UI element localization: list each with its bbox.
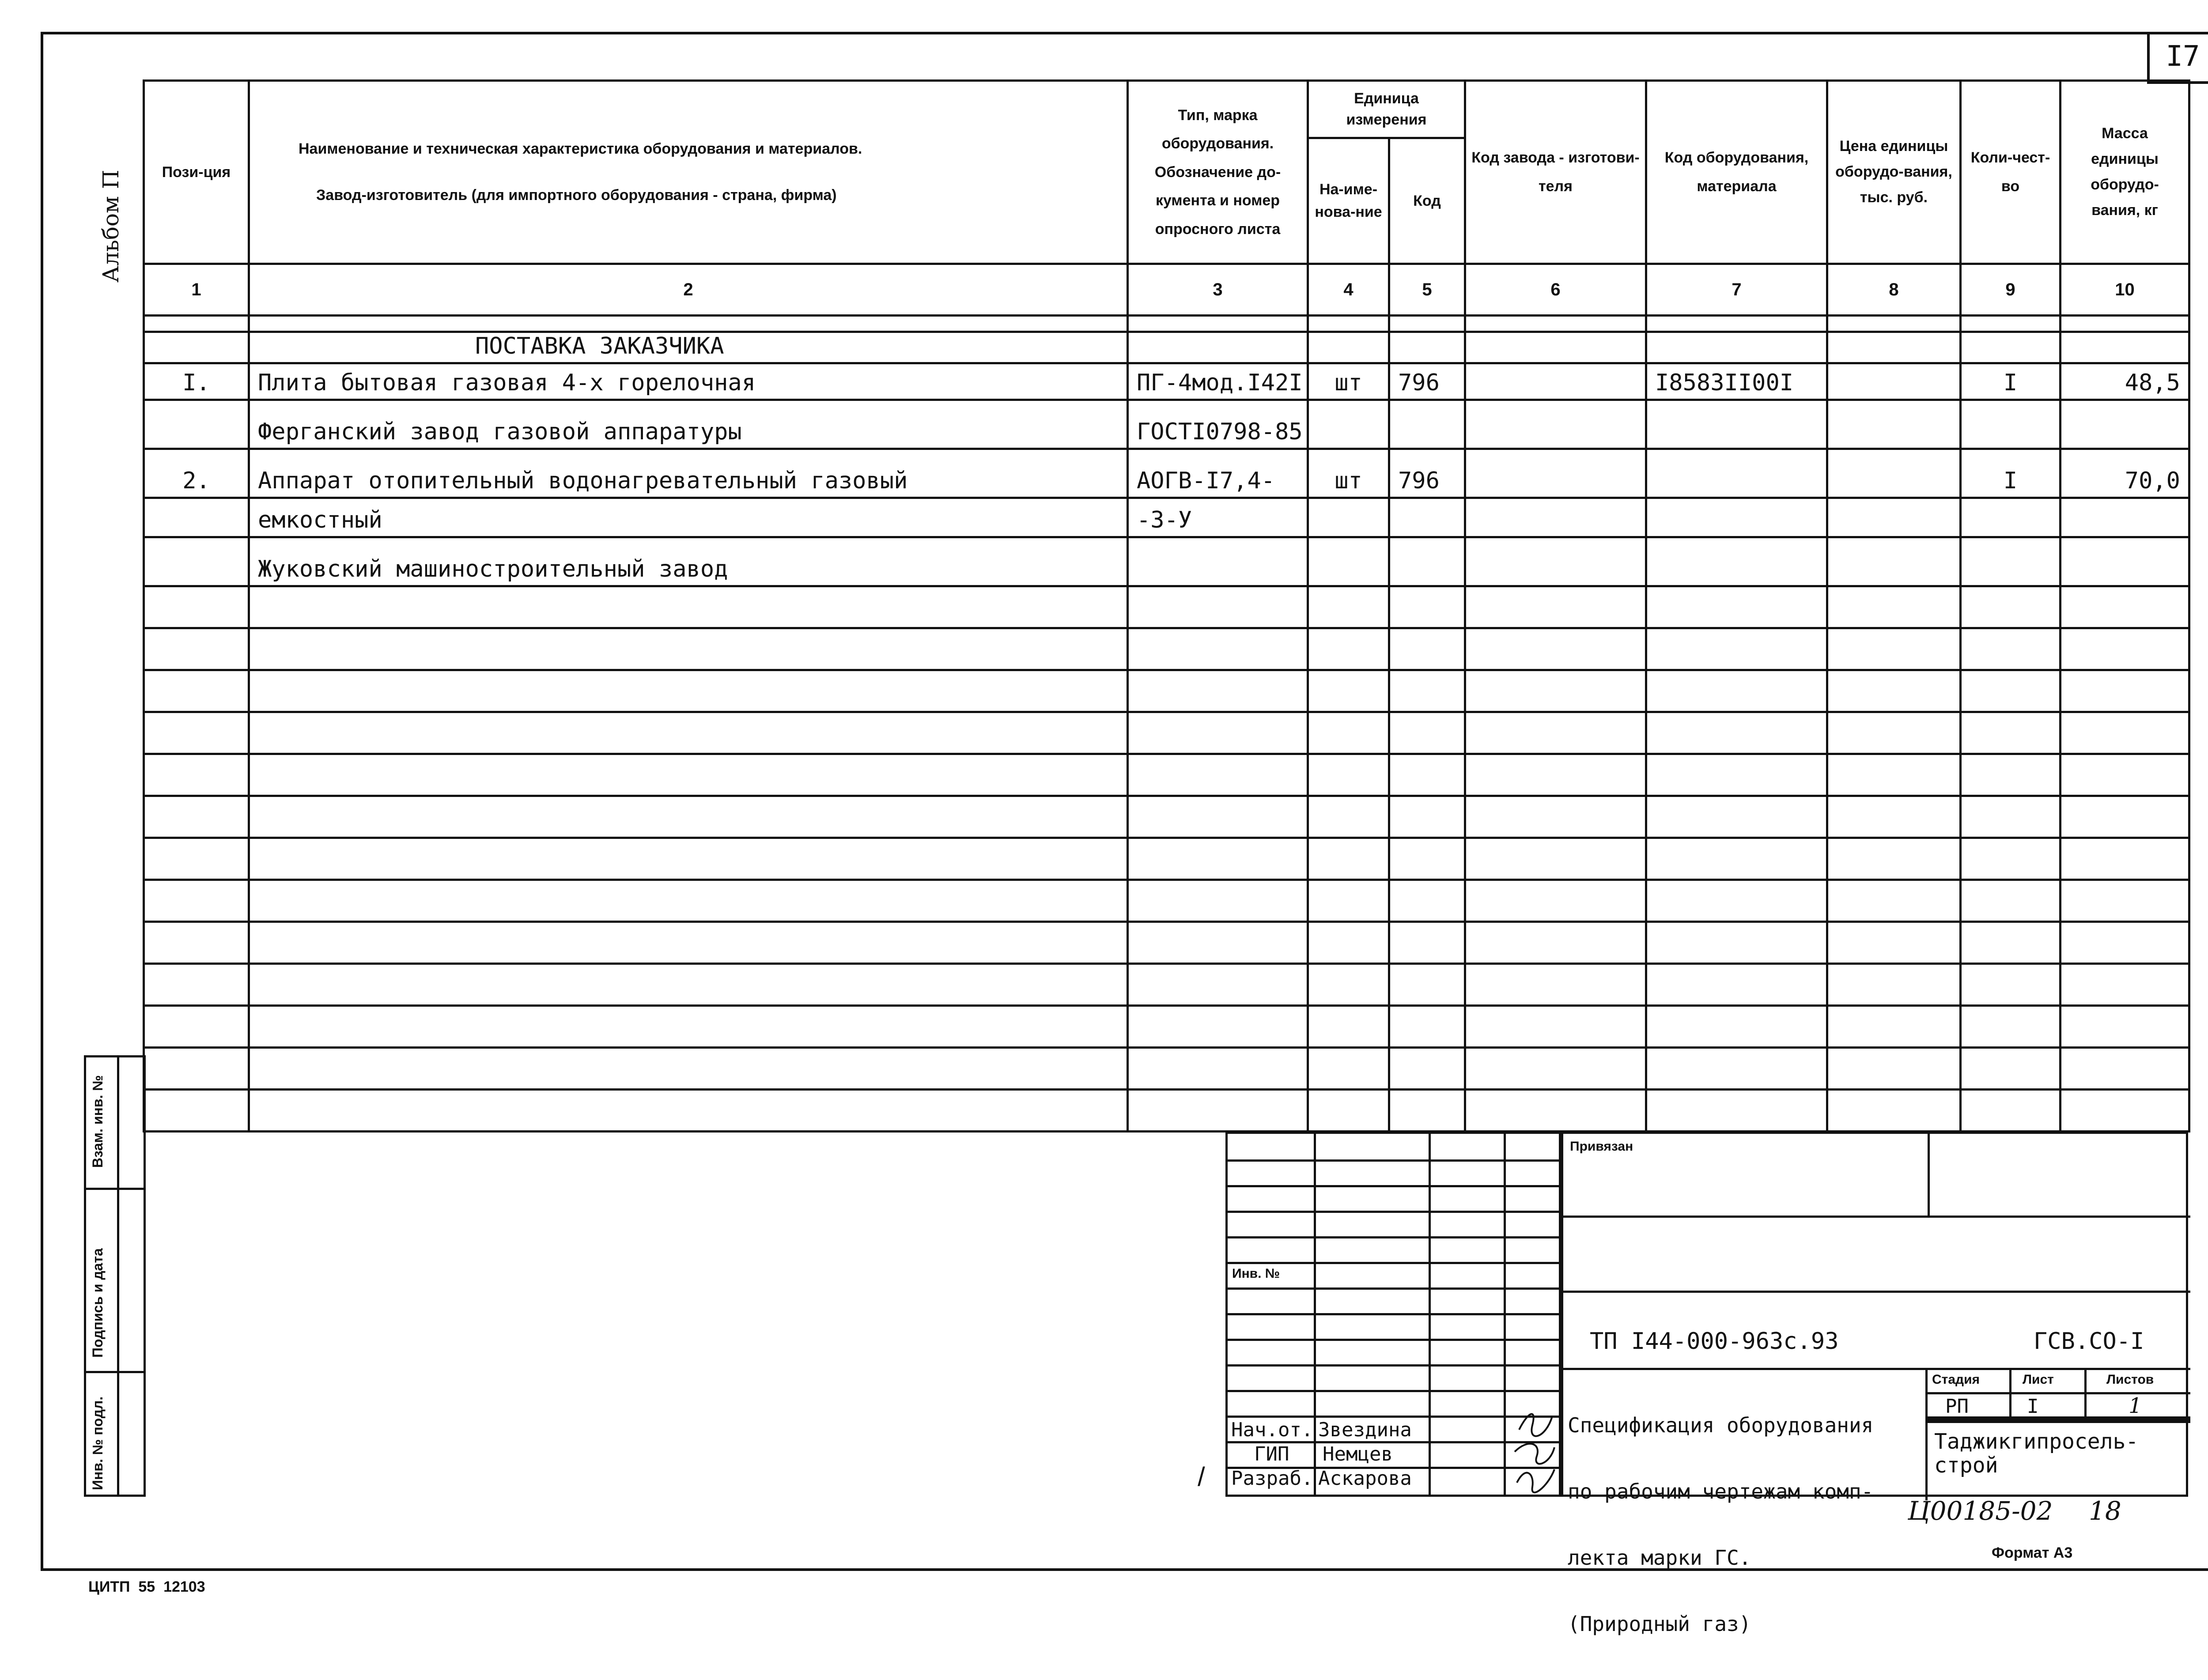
row-unit-code bbox=[1389, 498, 1465, 537]
empty-cell bbox=[249, 880, 1128, 922]
row-pos bbox=[144, 498, 249, 537]
column-number-row bbox=[144, 264, 2189, 316]
row-unit-code: 796 bbox=[1389, 449, 1465, 498]
empty-cell bbox=[1961, 880, 2061, 922]
header-plant-code: Код завода - изготови-теля bbox=[1465, 81, 1646, 264]
col-number: 7 bbox=[1646, 264, 1827, 316]
description-line: Спецификация оборудования bbox=[1568, 1413, 1874, 1437]
description-line: лекта марки ГС. bbox=[1568, 1546, 1751, 1570]
empty-cell bbox=[1389, 922, 1465, 964]
empty-cell bbox=[2061, 670, 2189, 712]
header-mass: Масса единицы оборудо-вания, кг bbox=[2061, 81, 2189, 264]
row-price bbox=[1827, 363, 1961, 400]
row-type: -3-У bbox=[1128, 498, 1308, 537]
sheet-code: ГСВ.СО-I bbox=[2034, 1328, 2144, 1355]
empty-cell bbox=[1465, 1090, 1646, 1132]
empty-cell bbox=[1128, 964, 1308, 1006]
empty-cell bbox=[1827, 880, 1961, 922]
row-unit-code bbox=[1389, 537, 1465, 586]
stamp-podpis: Подпись и дата bbox=[90, 1248, 106, 1358]
row-type: АОГВ-I7,4- bbox=[1128, 449, 1308, 498]
signer-name: Звездина bbox=[1318, 1419, 1412, 1441]
empty-cell bbox=[2061, 628, 2189, 670]
empty-cell bbox=[249, 1006, 1128, 1048]
empty-cell bbox=[1961, 796, 2061, 838]
empty-row bbox=[144, 628, 2189, 670]
empty-cell bbox=[249, 838, 1128, 880]
organization-line: Таджикгипросель- bbox=[1934, 1429, 2139, 1454]
row-unit-name: шт bbox=[1308, 449, 1389, 498]
empty-cell bbox=[1308, 670, 1389, 712]
col-number: 5 bbox=[1389, 264, 1465, 316]
empty-cell bbox=[1389, 880, 1465, 922]
empty-cell bbox=[1646, 796, 1827, 838]
row-name: емкостный bbox=[249, 498, 1128, 537]
col-number: 1 bbox=[144, 264, 249, 316]
row-qty bbox=[1961, 400, 2061, 449]
row-equip-code bbox=[1646, 498, 1827, 537]
row-name: Плита бытовая газовая 4-х горелочная bbox=[249, 363, 1128, 400]
row-price bbox=[1827, 400, 1961, 449]
empty-cell bbox=[1465, 670, 1646, 712]
empty-cell bbox=[1128, 628, 1308, 670]
table-body bbox=[144, 316, 2189, 1132]
row-plant-code bbox=[1465, 498, 1646, 537]
empty-cell bbox=[144, 922, 249, 964]
table-row bbox=[144, 537, 2189, 586]
empty-cell bbox=[1646, 1090, 1827, 1132]
empty-cell bbox=[144, 796, 249, 838]
empty-row bbox=[144, 880, 2189, 922]
col-number: 9 bbox=[1961, 264, 2061, 316]
empty-cell bbox=[1389, 1048, 1465, 1090]
empty-cell bbox=[144, 628, 249, 670]
empty-row bbox=[144, 1048, 2189, 1090]
empty-cell bbox=[1961, 1090, 2061, 1132]
empty-cell bbox=[2061, 796, 2189, 838]
empty-cell bbox=[1646, 754, 1827, 796]
empty-cell bbox=[1961, 754, 2061, 796]
header-price: Цена единицы оборудо-вания, тыс. руб. bbox=[1827, 81, 1961, 264]
table-row bbox=[144, 449, 2189, 498]
empty-cell bbox=[1646, 880, 1827, 922]
empty-row bbox=[144, 712, 2189, 754]
empty-cell bbox=[1646, 964, 1827, 1006]
slash-mark: / bbox=[1198, 1462, 1205, 1491]
empty-cell bbox=[144, 712, 249, 754]
col-number: 10 bbox=[2061, 264, 2189, 316]
sheet-number: I7 bbox=[2166, 40, 2200, 73]
row-mass bbox=[2061, 332, 2189, 363]
signer-name: Немцев bbox=[1323, 1443, 1393, 1465]
signer-name: Аскарова bbox=[1318, 1467, 1412, 1490]
row-name: Аппарат отопительный водонагревательный газовый bbox=[249, 449, 1128, 498]
empty-cell bbox=[1827, 1006, 1961, 1048]
row-unit-code: 796 bbox=[1389, 363, 1465, 400]
header-qty: Коли-чест-во bbox=[1961, 81, 2061, 264]
empty-cell bbox=[1308, 838, 1389, 880]
empty-cell bbox=[2061, 880, 2189, 922]
empty-cell bbox=[1308, 628, 1389, 670]
empty-cell bbox=[1646, 586, 1827, 628]
empty-cell bbox=[1308, 1006, 1389, 1048]
empty-cell bbox=[1465, 628, 1646, 670]
empty-cell bbox=[249, 964, 1128, 1006]
empty-cell bbox=[2061, 922, 2189, 964]
description-line: по рабочим чертежам комп- bbox=[1568, 1480, 1874, 1503]
row-mass bbox=[2061, 498, 2189, 537]
empty-cell bbox=[1389, 1090, 1465, 1132]
empty-row bbox=[144, 964, 2189, 1006]
empty-cell bbox=[1465, 1006, 1646, 1048]
signatures-image bbox=[1510, 1399, 1559, 1496]
row-type: ГОСТI0798-85 bbox=[1128, 400, 1308, 449]
col-number: 4 bbox=[1308, 264, 1389, 316]
empty-cell bbox=[1961, 586, 2061, 628]
empty-cell bbox=[249, 712, 1128, 754]
row-qty: I bbox=[1961, 363, 2061, 400]
empty-cell bbox=[144, 838, 249, 880]
empty-cell bbox=[2061, 712, 2189, 754]
col-number: 6 bbox=[1465, 264, 1646, 316]
empty-cell bbox=[1308, 964, 1389, 1006]
empty-cell bbox=[1308, 880, 1389, 922]
empty-cell bbox=[1827, 964, 1961, 1006]
stage-label: Стадия bbox=[1932, 1372, 1980, 1387]
sheet-value: I bbox=[2027, 1395, 2039, 1418]
header-equip-code: Код оборудования, материала bbox=[1646, 81, 1827, 264]
header-name bbox=[249, 81, 1128, 264]
empty-cell bbox=[1646, 628, 1827, 670]
row-equip-code bbox=[1646, 400, 1827, 449]
empty-cell bbox=[249, 922, 1128, 964]
empty-cell bbox=[249, 670, 1128, 712]
row-unit-code bbox=[1389, 332, 1465, 363]
row-plant-code bbox=[1465, 332, 1646, 363]
empty-cell bbox=[1961, 670, 2061, 712]
empty-cell bbox=[1961, 1048, 2061, 1090]
stamp-vzam: Взам. инв. № bbox=[90, 1075, 106, 1168]
row-plant-code bbox=[1465, 400, 1646, 449]
empty-cell bbox=[1389, 754, 1465, 796]
empty-row bbox=[144, 586, 2189, 628]
inv-no-label: Инв. № bbox=[1232, 1266, 1280, 1281]
empty-cell bbox=[1465, 1048, 1646, 1090]
empty-cell bbox=[1308, 712, 1389, 754]
empty-cell bbox=[1389, 838, 1465, 880]
header-pos: Пози-ция bbox=[144, 81, 249, 264]
empty-cell bbox=[1827, 712, 1961, 754]
specification-table bbox=[143, 79, 2190, 1133]
empty-cell bbox=[1128, 838, 1308, 880]
empty-cell bbox=[1128, 1006, 1308, 1048]
signer-role: Нач.от. bbox=[1231, 1419, 1313, 1441]
empty-row bbox=[144, 796, 2189, 838]
col-number: 2 bbox=[249, 264, 1128, 316]
empty-cell bbox=[1128, 880, 1308, 922]
empty-cell bbox=[1389, 712, 1465, 754]
table-row bbox=[144, 363, 2189, 400]
empty-cell bbox=[1389, 586, 1465, 628]
empty-cell bbox=[1128, 670, 1308, 712]
empty-cell bbox=[1389, 964, 1465, 1006]
empty-cell bbox=[249, 628, 1128, 670]
header-unit: Единица измерения bbox=[1308, 81, 1465, 138]
empty-cell bbox=[2061, 586, 2189, 628]
table-header bbox=[144, 81, 2189, 316]
empty-cell bbox=[1465, 880, 1646, 922]
row-price bbox=[1827, 498, 1961, 537]
row-pos bbox=[144, 400, 249, 449]
row-pos bbox=[144, 332, 249, 363]
empty-cell bbox=[1827, 922, 1961, 964]
row-unit-name bbox=[1308, 400, 1389, 449]
row-unit-name bbox=[1308, 537, 1389, 586]
empty-cell bbox=[2061, 754, 2189, 796]
empty-row bbox=[144, 754, 2189, 796]
row-equip-code bbox=[1646, 537, 1827, 586]
empty-cell bbox=[1646, 1006, 1827, 1048]
header-name-line1: Наименование и техническая характеристика оборудования и материалов. bbox=[299, 140, 862, 158]
empty-cell bbox=[1827, 1090, 1961, 1132]
row-pos: 2. bbox=[144, 449, 249, 498]
side-stamp bbox=[84, 1055, 146, 1497]
empty-cell bbox=[1646, 922, 1827, 964]
spacer-row bbox=[144, 316, 2189, 332]
row-name: ПОСТАВКА ЗАКАЗЧИКА bbox=[249, 332, 1128, 363]
row-unit-name: шт bbox=[1308, 363, 1389, 400]
empty-cell bbox=[144, 670, 249, 712]
stamp-inv-podl: Инв. № подл. bbox=[90, 1396, 106, 1490]
row-unit-name bbox=[1308, 498, 1389, 537]
row-unit-code bbox=[1389, 400, 1465, 449]
header-unit-code: Код bbox=[1389, 138, 1465, 264]
privyazan-label: Привязан bbox=[1570, 1139, 1633, 1154]
row-pos: I. bbox=[144, 363, 249, 400]
empty-cell bbox=[144, 880, 249, 922]
empty-cell bbox=[1465, 712, 1646, 754]
empty-cell bbox=[144, 1090, 249, 1132]
empty-cell bbox=[1827, 1048, 1961, 1090]
row-qty bbox=[1961, 498, 2061, 537]
row-qty bbox=[1961, 537, 2061, 586]
empty-row bbox=[144, 922, 2189, 964]
table-row bbox=[144, 498, 2189, 537]
row-plant-code bbox=[1465, 537, 1646, 586]
inventory-stamp: Ц00185-02 bbox=[1908, 1496, 2053, 1526]
empty-cell bbox=[1308, 1090, 1389, 1132]
empty-cell bbox=[1827, 670, 1961, 712]
empty-cell bbox=[1389, 796, 1465, 838]
empty-cell bbox=[1465, 754, 1646, 796]
row-equip-code bbox=[1646, 449, 1827, 498]
empty-cell bbox=[1827, 628, 1961, 670]
sheet-number-box bbox=[2147, 32, 2208, 84]
table-row bbox=[144, 400, 2189, 449]
empty-cell bbox=[144, 1006, 249, 1048]
empty-cell bbox=[1961, 922, 2061, 964]
empty-cell bbox=[1389, 670, 1465, 712]
empty-cell bbox=[1646, 1048, 1827, 1090]
empty-row bbox=[144, 670, 2189, 712]
row-plant-code bbox=[1465, 449, 1646, 498]
empty-row bbox=[144, 1006, 2189, 1048]
empty-cell bbox=[1308, 796, 1389, 838]
empty-cell bbox=[1465, 922, 1646, 964]
empty-cell bbox=[1128, 1048, 1308, 1090]
empty-cell bbox=[1646, 838, 1827, 880]
sheets-label: Листов bbox=[2106, 1372, 2154, 1387]
empty-cell bbox=[249, 796, 1128, 838]
row-price bbox=[1827, 332, 1961, 363]
empty-row bbox=[144, 838, 2189, 880]
empty-cell bbox=[144, 1048, 249, 1090]
stage-value: РП bbox=[1945, 1395, 1969, 1418]
empty-cell bbox=[1961, 964, 2061, 1006]
row-plant-code bbox=[1465, 363, 1646, 400]
sheet-label: Лист bbox=[2023, 1372, 2054, 1387]
signer-role: Разраб. bbox=[1231, 1467, 1313, 1490]
empty-cell bbox=[2061, 964, 2189, 1006]
empty-cell bbox=[1128, 922, 1308, 964]
doc-code: ТП I44-000-963с.93 bbox=[1590, 1328, 1839, 1355]
empty-cell bbox=[1827, 586, 1961, 628]
empty-cell bbox=[1465, 586, 1646, 628]
inventory-stamp-page: 18 bbox=[2089, 1496, 2121, 1526]
empty-cell bbox=[144, 964, 249, 1006]
format-label: Формат А3 bbox=[1992, 1544, 2073, 1561]
empty-cell bbox=[1308, 586, 1389, 628]
row-name: Ферганский завод газовой аппаратуры bbox=[249, 400, 1128, 449]
row-pos bbox=[144, 537, 249, 586]
empty-cell bbox=[1128, 754, 1308, 796]
empty-cell bbox=[249, 1090, 1128, 1132]
sheets-value: 1 bbox=[2129, 1393, 2142, 1418]
empty-cell bbox=[1308, 1048, 1389, 1090]
empty-cell bbox=[1128, 586, 1308, 628]
empty-cell bbox=[1128, 1090, 1308, 1132]
empty-cell bbox=[1389, 1006, 1465, 1048]
row-type: ПГ-4мод.I42I bbox=[1128, 363, 1308, 400]
empty-row bbox=[144, 1090, 2189, 1132]
empty-cell bbox=[1646, 712, 1827, 754]
header-unit-name: На-име-нова-ние bbox=[1308, 138, 1389, 264]
row-mass bbox=[2061, 400, 2189, 449]
empty-cell bbox=[1961, 838, 2061, 880]
organization bbox=[1934, 1430, 2138, 1477]
organization-line: строй bbox=[1934, 1453, 1998, 1478]
empty-cell bbox=[2061, 838, 2189, 880]
description-line: (Природный газ) bbox=[1568, 1612, 1751, 1636]
footer-code: ЦИТП 55 12103 bbox=[88, 1578, 205, 1595]
row-name: Жуковский машиностроительный завод bbox=[249, 537, 1128, 586]
empty-cell bbox=[1961, 712, 2061, 754]
empty-cell bbox=[2061, 1048, 2189, 1090]
empty-cell bbox=[1308, 754, 1389, 796]
empty-cell bbox=[144, 754, 249, 796]
row-qty bbox=[1961, 332, 2061, 363]
empty-cell bbox=[1465, 796, 1646, 838]
row-price bbox=[1827, 449, 1961, 498]
row-mass: 70,0 bbox=[2061, 449, 2189, 498]
empty-cell bbox=[1961, 628, 2061, 670]
empty-cell bbox=[1308, 922, 1389, 964]
row-type bbox=[1128, 537, 1308, 586]
empty-cell bbox=[1961, 1006, 2061, 1048]
row-equip-code bbox=[1646, 332, 1827, 363]
row-unit-name bbox=[1308, 332, 1389, 363]
row-mass bbox=[2061, 537, 2189, 586]
empty-cell bbox=[1827, 754, 1961, 796]
row-type bbox=[1128, 332, 1308, 363]
table-row bbox=[144, 332, 2189, 363]
header-name-line2: Завод-изготовитель (для импортного оборудования - страна, фирма) bbox=[316, 187, 837, 204]
col-number: 8 bbox=[1827, 264, 1961, 316]
empty-cell bbox=[1389, 628, 1465, 670]
row-qty: I bbox=[1961, 449, 2061, 498]
empty-cell bbox=[1128, 712, 1308, 754]
empty-cell bbox=[249, 1048, 1128, 1090]
empty-cell bbox=[1465, 838, 1646, 880]
empty-cell bbox=[1827, 796, 1961, 838]
doc-description bbox=[1568, 1370, 1873, 1679]
empty-cell bbox=[1128, 796, 1308, 838]
empty-cell bbox=[1465, 964, 1646, 1006]
signer-role: ГИП bbox=[1254, 1443, 1289, 1465]
empty-cell bbox=[249, 754, 1128, 796]
empty-cell bbox=[1827, 838, 1961, 880]
empty-cell bbox=[2061, 1090, 2189, 1132]
empty-cell bbox=[144, 586, 249, 628]
row-price bbox=[1827, 537, 1961, 586]
album-label: Альбом П bbox=[98, 170, 124, 283]
empty-cell bbox=[2061, 1006, 2189, 1048]
empty-cell bbox=[249, 586, 1128, 628]
row-mass: 48,5 bbox=[2061, 363, 2189, 400]
empty-cell bbox=[1646, 670, 1827, 712]
header-type: Тип, марка оборудования. Обозначение до-кумента и номер опросного листа bbox=[1128, 81, 1308, 264]
col-number: 3 bbox=[1128, 264, 1308, 316]
row-equip-code: I8583II00I bbox=[1646, 363, 1827, 400]
